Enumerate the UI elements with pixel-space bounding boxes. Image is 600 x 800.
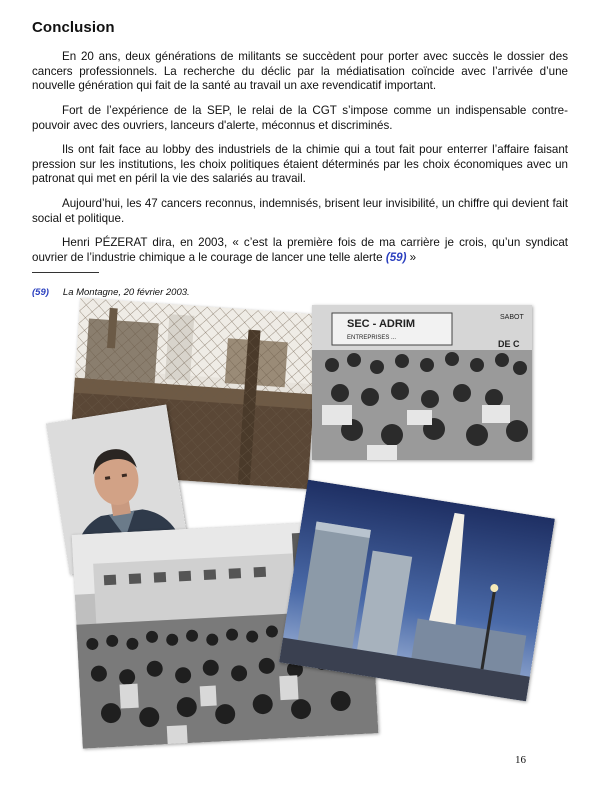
photo-meeting-crowd [312, 305, 532, 460]
section-title: Conclusion [32, 19, 115, 36]
paragraph-1: En 20 ans, deux générations de militants se succèdent pour porter avec succès le dossier des cancers professionnels. La recherche du déclic par la médiatisation coïncide avec l’arrivée d’une nouvelle génération qui fait de la santé au travail un axe revendicatif important. [32, 50, 568, 93]
footnote-text: La Montagne, 20 février 2003. [62, 287, 190, 298]
paragraph-2: Fort de l’expérience de la SEP, le relai de la CGT s’impose comme un indispensable contre-pouvoir avec des ouvriers, lanceurs d'alerte, méconnus et discriminés. [32, 104, 568, 132]
footnote-reference[interactable]: (59) [385, 250, 407, 264]
banner-text-4: DE C [498, 339, 520, 349]
footnote-number: (59) [32, 287, 49, 298]
quote-paragraph [32, 236, 568, 265]
banner-text-3: SABOT [500, 314, 524, 321]
quote-text: Henri PÉZERAT dira, en 2003, « c’est la première fois de ma carrière je crois, qu’un syndicat ouvrier de l’industrie chimique a le courage de lancer une telle alerte [32, 236, 568, 264]
banner-text-1: SEC - ADRIM [347, 318, 416, 330]
photo-chimney-silos [279, 480, 555, 702]
footnote-divider [32, 272, 99, 273]
footnote [32, 287, 190, 298]
paragraph-3: Ils ont fait face au lobby des industriels de la chimie qui a tout fait pour enterrer l’affaire faisant pression sur les institutions, les choix politiques étaient déterminés par les choix économiques avec un patronat qui met en péril la vie des salariés au travail. [32, 143, 568, 186]
paragraph-4: Aujourd’hui, les 47 cancers reconnus, indemnisés, brisent leur invisibilité, un chiffre qui devient fait social et politique. [32, 197, 568, 225]
banner-text-2: ENTREPRISES ... [347, 335, 397, 341]
page-number: 16 [515, 754, 526, 766]
quote-close: » [406, 250, 417, 264]
